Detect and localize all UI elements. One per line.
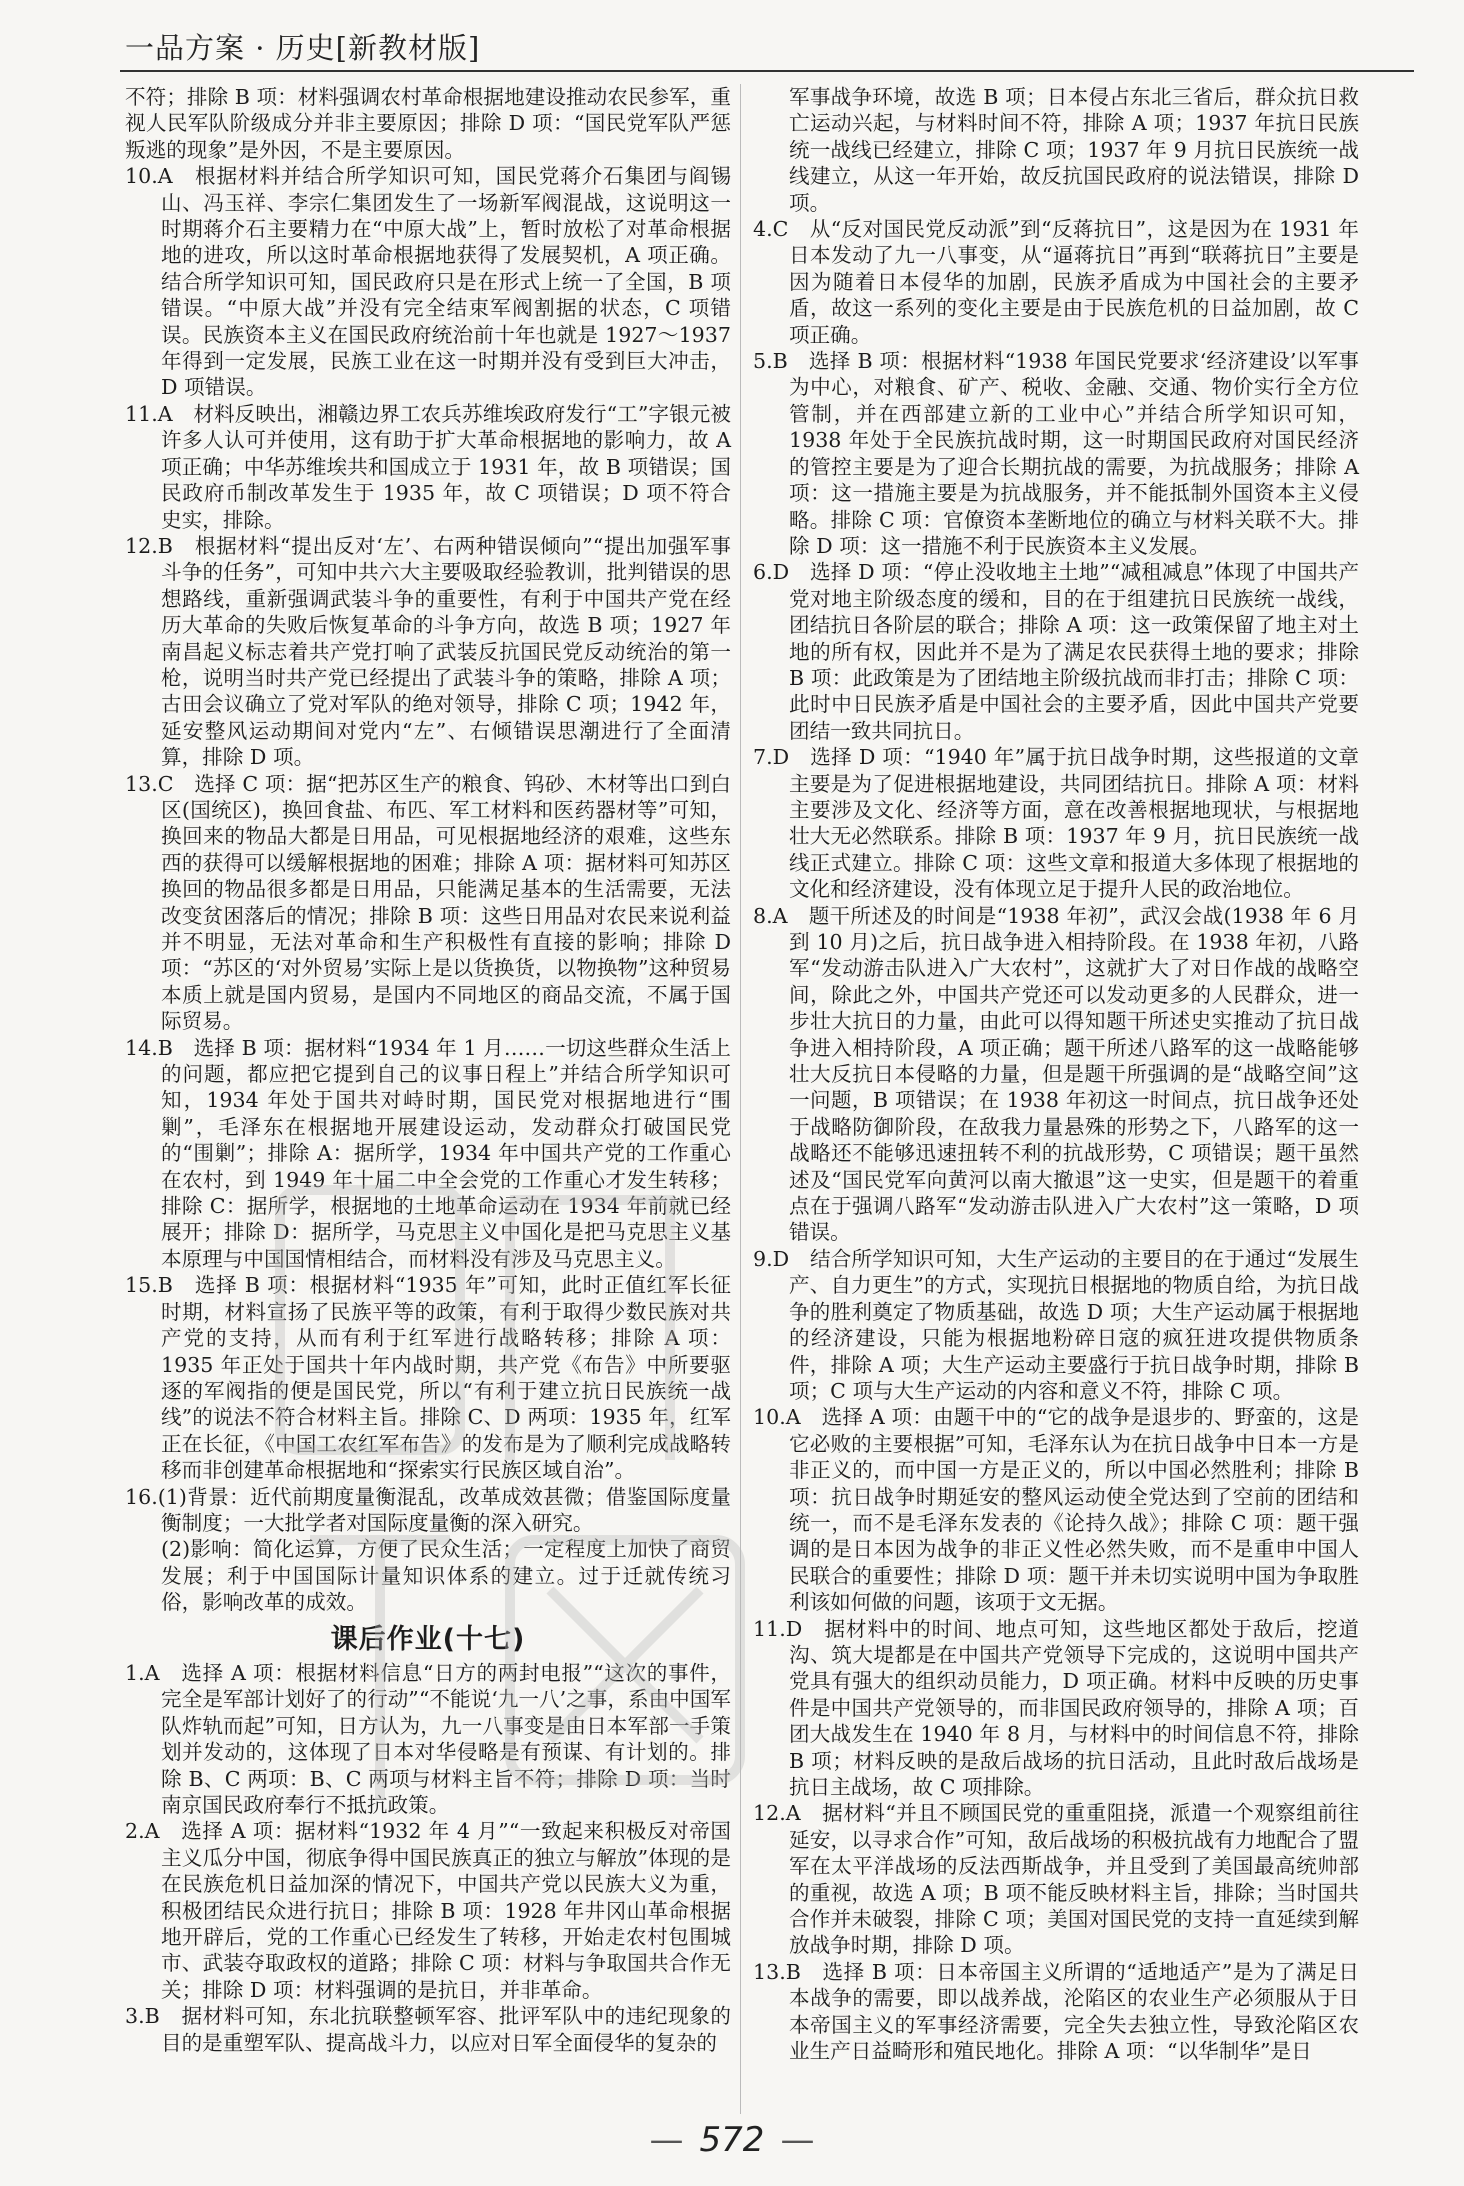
header-rule [120,70,1414,72]
page-header: 一品方案 · 历史[新教材版] [125,31,481,65]
answer-item-4: 4.C 从“反对国民党反动派”到“反蒋抗日”，这是因为在 1931 年日本发动了九一八事变，从“逼蒋抗日”再到“联蒋抗日”主要是因为随着日本侵华的加剧，民族矛盾成为中国社会的主要矛盾，故这一系列的变化主要是由于民族危机的日益加剧，故 C 项正确。 [753,217,1359,347]
answer-item-13b: 13.B 选择 B 项：日本帝国主义所谓的“适地适产”是为了满足日本战争的需要，即以战养战，沦陷区的农业生产必须服从于日本帝国主义的军事经济需要，完全失去独立性，导致沦陷区农业生产日益畸形和殖民地化。排除 A 项：“以华制华”是日 [753,1959,1359,2064]
answer-item-1: 1.A 选择 A 项：根据材料信息“日方的两封电报”“这次的事件，完全是军部计划好了的行动”“不能说‘九一八’之事，系由中国军队炸轨而起”可知，日方认为，九一八事变是由日本军部一手策划并发动的，这体现了日本对华侵略是有预谋、有计划的。排除 B、C 两项：B、C 两项与材料主旨不符；排除 D 项：当时南京国民政府奉行不抵抗政策。 [125,1660,731,1817]
right-column [753,84,1359,2064]
page-number: 572 [699,2120,765,2160]
answer-item-13: 13.C 选择 C 项：据“把苏区生产的粮食、钨砂、木材等出口到白区(国统区)，换回食盐、布匹、军工材料和医药器材等”可知，换回来的物品大都是日用品，可见根据地经济的艰难，这些东西的获得可以缓解根据地的困难；排除 A 项：据材料可知苏区换回的物品很多都是日用品，只能满足基本的生活需要，无法改变贫困落后的情况；排除 B 项：这些日用品对农民来说利益并不明显，无法对革命和生产积极性有直接的影响；排除 D 项：“苏区的‘对外贸易’实际上是以货换货，以物换物”这种贸易本质上就是国内贸易，是国内不同地区的商品交流，不属于国际贸易。 [125,771,731,1034]
answer-item-5: 5.B 选择 B 项：根据材料“1938 年国民党要求‘经济建设’以军事为中心，对粮食、矿产、税收、金融、交通、物价实行全方位管制，并在西部建立新的工业中心”并结合所学知识可知，1938 年处于全民族抗战时期，这一时期国民政府对国民经济的管控主要是为了迎合长期抗战的需要，为抗战服务；排除 A 项：这一措施主要是为抗战服务，并不能抵制外国资本主义侵略。排除 C 项：官僚资本垄断地位的确立与材料关联不大。排除 D 项：这一措施不利于民族资本主义发展。 [753,349,1359,558]
answer-item-2: 2.A 选择 A 项：据材料“1932 年 4 月”“一致起来积极反对帝国主义瓜分中国，彻底争得中国民族真正的独立与解放”体现的是在民族危机日益加深的情况下，中国共产党以民族大义为重，积极团结民众进行抗日；排除 B 项：1928 年井冈山革命根据地开辟后，党的工作重心已经发生了转移，开始走农村包围城市、武装夺取政权的道路；排除 C 项：材料与争取国共合作无关；排除 D 项：材料强调的是抗日，并非革命。 [125,1819,731,2002]
answer-item-11b: 11.D 据材料中的时间、地点可知，这些地区都处于敌后，挖道沟、筑大堤都是在中国共产党领导下完成的，这说明中国共产党具有强大的组织动员能力，D 项正确。材料中反映的历史事件是中国共产党领导的，而非国民政府领导的，排除 A 项；百团大战发生在 1940 年 8 月，与材料中的时间信息不符，排除 B 项；材料反映的是敌后战场的抗日活动，且此时敌后战场是抗日主战场，故 C 项排除。 [753,1616,1359,1799]
answer-item-10b: 10.A 选择 A 项：由题干中的“它的战争是退步的、野蛮的，这是它必败的主要根据”可知，毛泽东认为在抗日战争中日本一方是非正义的，而中国一方是正义的，所以中国必然胜利；排除 B 项：抗日战争时期延安的整风运动使全党达到了空前的团结和统一，而不是毛泽东发表的《论持久战》；排除 C 项：题干强调的是日本因为战争的非正义性必然失败，而不是重申中国人民联合的重要性；排除 D 项：题干并未切实说明中国为争取胜利该如何做的问题，该项于文无据。 [753,1405,1359,1615]
answer-item-8: 8.A 题干所述及的时间是“1938 年初”，武汉会战(1938 年 6 月到 10 月)之后，抗日战争进入相持阶段。在 1938 年初，八路军“发动游击队进入广大农村”，这就扩大了对日作战的战略空间，除此之外，中国共产党还可以发动更多的人民群众，进一步壮大抗日的力量，由此可以得知题干所述史实推动了抗日战争进入相持阶段，A 项正确；题干所述八路军的这一战略能够壮大反抗日本侵略的力量，但是题干所强调的是“战略空间”这一问题，B 项错误；在 1938 年初这一时间点，抗日战争还处于战略防御阶段，在敌我力量悬殊的形势之下，八路军的这一战略还不能够迅速扭转不利的抗战形势，C 项错误；题干虽然述及“国民党军向黄河以南大撤退”这一史实，但是题干的着重点在于强调八路军“发动游击队进入广大农村”这一策略，D 项错误。 [753,903,1359,1245]
answer-item-9: 9.D 结合所学知识可知，大生产运动的主要目的在于通过“发展生产、自力更生”的方式，实现抗日根据地的物质自给，为抗日战争的胜利奠定了物质基础，故选 D 项；大生产运动属于根据地的经济建设，只能为根据地粉碎日寇的疯狂进攻提供物质条件，排除 A 项；大生产运动主要盛行于抗日战争时期，排除 B 项；C 项与大生产运动的内容和意义不符，排除 C 项。 [753,1246,1359,1403]
answer-item-14: 14.B 选择 B 项：据材料“1934 年 1 月……一切这些群众生活上的问题，都应把它提到自己的议事日程上”并结合所学知识可知，1934 年处于国共对峙时期，国民党对根据地进行“围剿”，毛泽东在根据地开展建设运动，发动群众打破国民党的“围剿”；排除 A：据所学，1934 年中国共产党的工作重心在农村，到 1949 年十届二中全会党的工作重心才发生转移；排除 C：据所学，根据地的土地革命运动在 1934 年前就已经展开；排除 D：据所学，马克思主义中国化是把马克思主义基本原理与中国国情相结合，而材料没有涉及马克思主义。 [125,1035,731,1271]
footer-dash-right: — [780,2120,815,2160]
footer-dash-left: — [649,2120,684,2160]
answer-item-15: 15.B 选择 B 项：根据材料“1935 年”可知，此时正值红军长征时期，材料宣扬了民族平等的政策，有利于取得少数民族对共产党的支持，从而有利于红军进行战略转移；排除 A 项：1935 年正处于国共十年内战时期，共产党《布告》中所要驱逐的军阀指的便是国民党，所以“有利于建立抗日民族统一战线”的说法不符合材料主旨。排除 C、D 两项：1935 年，红军正在长征，《中国工农红军布告》的发布是为了顺利完成战略转移而非创建革命根据地和“探索实行民族区域自治”。 [125,1273,731,1483]
answer-item-3: 3.B 据材料可知，东北抗联整顿军容、批评军队中的违纪现象的目的是重塑军队、提高战斗力，以应对日军全面侵华的复杂的 [125,2004,731,2055]
page-footer [0,2120,1464,2160]
answer-item-11: 11.A 材料反映出，湘赣边界工农兵苏维埃政府发行“工”字银元被许多人认可并使用，这有助于扩大革命根据地的影响力，故 A 项正确；中华苏维埃共和国成立于 1931 年，故 B 项错误；国民政府币制改革发生于 1935 年，故 C 项错误；D 项不符合史实，排除。 [125,401,731,532]
answer-item-6: 6.D 选择 D 项：“停止没收地主土地”“减租减息”体现了中国共产党对地主阶级态度的缓和，目的在于组建抗日民族统一战线，团结抗日各阶层的联合；排除 A 项：这一政策保留了地主对土地的所有权，因此并不是为了满足农民获得土地的要求；排除 B 项：此政策是为了团结地主阶级抗战而非打击；排除 C 项：此时中日民族矛盾是中国社会的主要矛盾，因此中国共产党要团结一致共同抗日。 [753,560,1359,743]
answer-item-12b: 12.A 据材料“并且不顾国民党的重重阻挠，派遣一个观察组前往延安，以寻求合作”可知，敌后战场的积极抗战有力地配合了盟军在太平洋战场的反法西斯战争，并且受到了美国最高统帅部的重视，故选 A 项；B 项不能反映材料主旨，排除；当时国共合作并未破裂，排除 C 项；美国对国民党的支持一直延续到解放战争时期，排除 D 项。 [753,1801,1359,1958]
answer-item-16: 16.(1)背景：近代前期度量衡混乱，改革成效甚微；借鉴国际度量衡制度；一大批学者对国际度量衡的深入研究。 [125,1484,731,1535]
right-intro: 军事战争环境，故选 B 项；日本侵占东北三省后，群众抗日救亡运动兴起，与材料时间不符，排除 A 项；1937 年抗日民族统一战线已经建立，排除 C 项；1937 年 9 月抗日民族统一战线建立，从这一年开始，故反抗国民政府的说法错误，排除 D 项。 [789,85,1359,215]
answer-item-10: 10.A 根据材料并结合所学知识可知，国民党蒋介石集团与阎锡山、冯玉祥、李宗仁集团发生了一场新军阀混战，这说明这一时期蒋介石主要精力在“中原大战”上，暂时放松了对革命根据地的进攻，所以这时革命根据地获得了发展契机，A 项正确。结合所学知识可知，国民政府只是在形式上统一了全国，B 项错误。“中原大战”并没有完全结束军阀割据的状态，C 项错误。民族资本主义在国民政府统治前十年也就是 1927～1937 年得到一定发展，民族工业在这一时期并没有受到巨大冲击，D 项错误。 [125,164,731,400]
answer-item-12: 12.B 根据材料“提出反对‘左’、右两种错误倾向”“提出加强军事斗争的任务”，可知中共六大主要吸取经验教训，批判错误的思想路线，重新强调武装斗争的重要性，有利于中国共产党在经历大革命的失败后恢复革命的斗争方向，故选 B 项；1927 年南昌起义标志着共产党打响了武装反抗国民党反动统治的第一枪，说明当时共产党已经提出了武装斗争的策略，排除 A 项；古田会议确立了党对军队的绝对领导，排除 C 项；1942 年，延安整风运动期间对党内“左”、右倾错误思潮进行了全面清算，排除 D 项。 [125,533,731,770]
left-column [125,84,731,2056]
answer-item-16-part2: (2)影响：简化运算，方便了民众生活；一定程度上加快了商贸发展；利于中国国际计量知识体系的建立。过于迁就传统习俗，影响改革的成效。 [161,1537,731,1615]
section-title: 课后作业(十七) [330,1623,526,1655]
column-divider [740,84,741,2114]
left-intro: 不符；排除 B 项：材料强调农村革命根据地建设推动农民参军，重视人民军队阶级成分并非主要原因；排除 D 项：“国民党军队严惩叛逃的现象”是外因，不是主要原因。 [125,85,731,162]
answer-item-7: 7.D 选择 D 项：“1940 年”属于抗日战争时期，这些报道的文章主要是为了促进根据地建设，共同团结抗日。排除 A 项：材料主要涉及文化、经济等方面，意在改善根据地现状，与根据地壮大无必然联系。排除 B 项：1937 年 9 月，抗日民族统一战线正式建立。排除 C 项：这些文章和报道大多体现了根据地的文化和经济建设，没有体现立足于提升人民的政治地位。 [753,745,1359,902]
